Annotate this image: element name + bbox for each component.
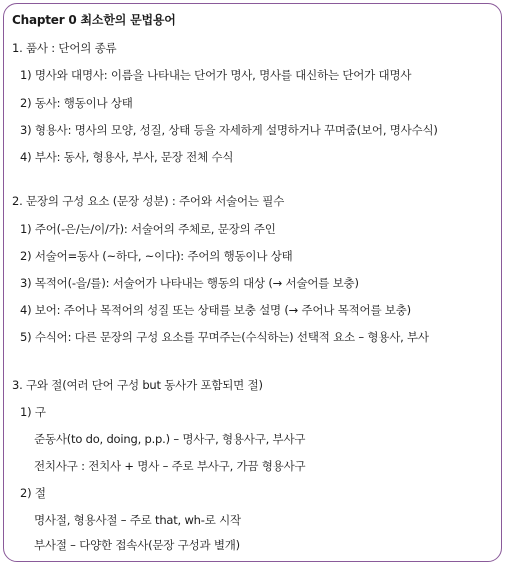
list-item: 3) 형용사: 명사의 모양, 성질, 상태 등을 자세하게 설명하거나 꾸며줌(보어, 명사수식) — [20, 123, 438, 137]
notes-card — [3, 3, 502, 562]
sub-heading-clause: 2) 절 — [20, 486, 46, 500]
list-item: 명사절, 형용사절 – 주로 that, wh-로 시작 — [34, 513, 241, 527]
list-item: 2) 동사: 행동이나 상태 — [20, 96, 133, 110]
list-item: 부사절 – 다양한 접속사(문장 구성과 별개) — [34, 538, 240, 552]
page-title: Chapter 0 최소한의 문법용어 — [12, 13, 176, 27]
list-item: 전치사구 : 전치사 + 명사 – 주로 부사구, 가끔 형용사구 — [34, 459, 306, 473]
list-item: 2) 서술어=동사 (~하다, ~이다): 주어의 행동이나 상태 — [20, 249, 293, 263]
list-item: 4) 부사: 동사, 형용사, 부사, 문장 전체 수식 — [20, 150, 234, 164]
sub-heading-phrase: 1) 구 — [20, 405, 46, 419]
list-item: 1) 명사와 대명사: 이름을 나타내는 단어가 명사, 명사를 대신하는 단어가 대명사 — [20, 68, 412, 82]
section-heading-phrases-clauses: 3. 구와 절(여러 단어 구성 but 동사가 포함되면 절) — [12, 378, 263, 392]
list-item: 3) 목적어(-을/를): 서술어가 나타내는 행동의 대상 (→ 서술어를 보충) — [20, 276, 359, 290]
list-item: 준동사(to do, doing, p.p.) – 명사구, 형용사구, 부사구 — [34, 432, 306, 446]
list-item: 4) 보어: 주어나 목적어의 성질 또는 상태를 보충 설명 (→ 주어나 목적어를 보충) — [20, 303, 411, 317]
section-heading-sentence-components: 2. 문장의 구성 요소 (문장 성분) : 주어와 서술어는 필수 — [12, 194, 285, 208]
section-heading-parts-of-speech: 1. 품사 : 단어의 종류 — [12, 41, 117, 55]
list-item: 1) 주어(-은/는/이/가): 서술어의 주체로, 문장의 주인 — [20, 222, 276, 236]
list-item: 5) 수식어: 다른 문장의 구성 요소를 꾸며주는(수식하는) 선택적 요소 – 형용사, 부사 — [20, 330, 429, 344]
